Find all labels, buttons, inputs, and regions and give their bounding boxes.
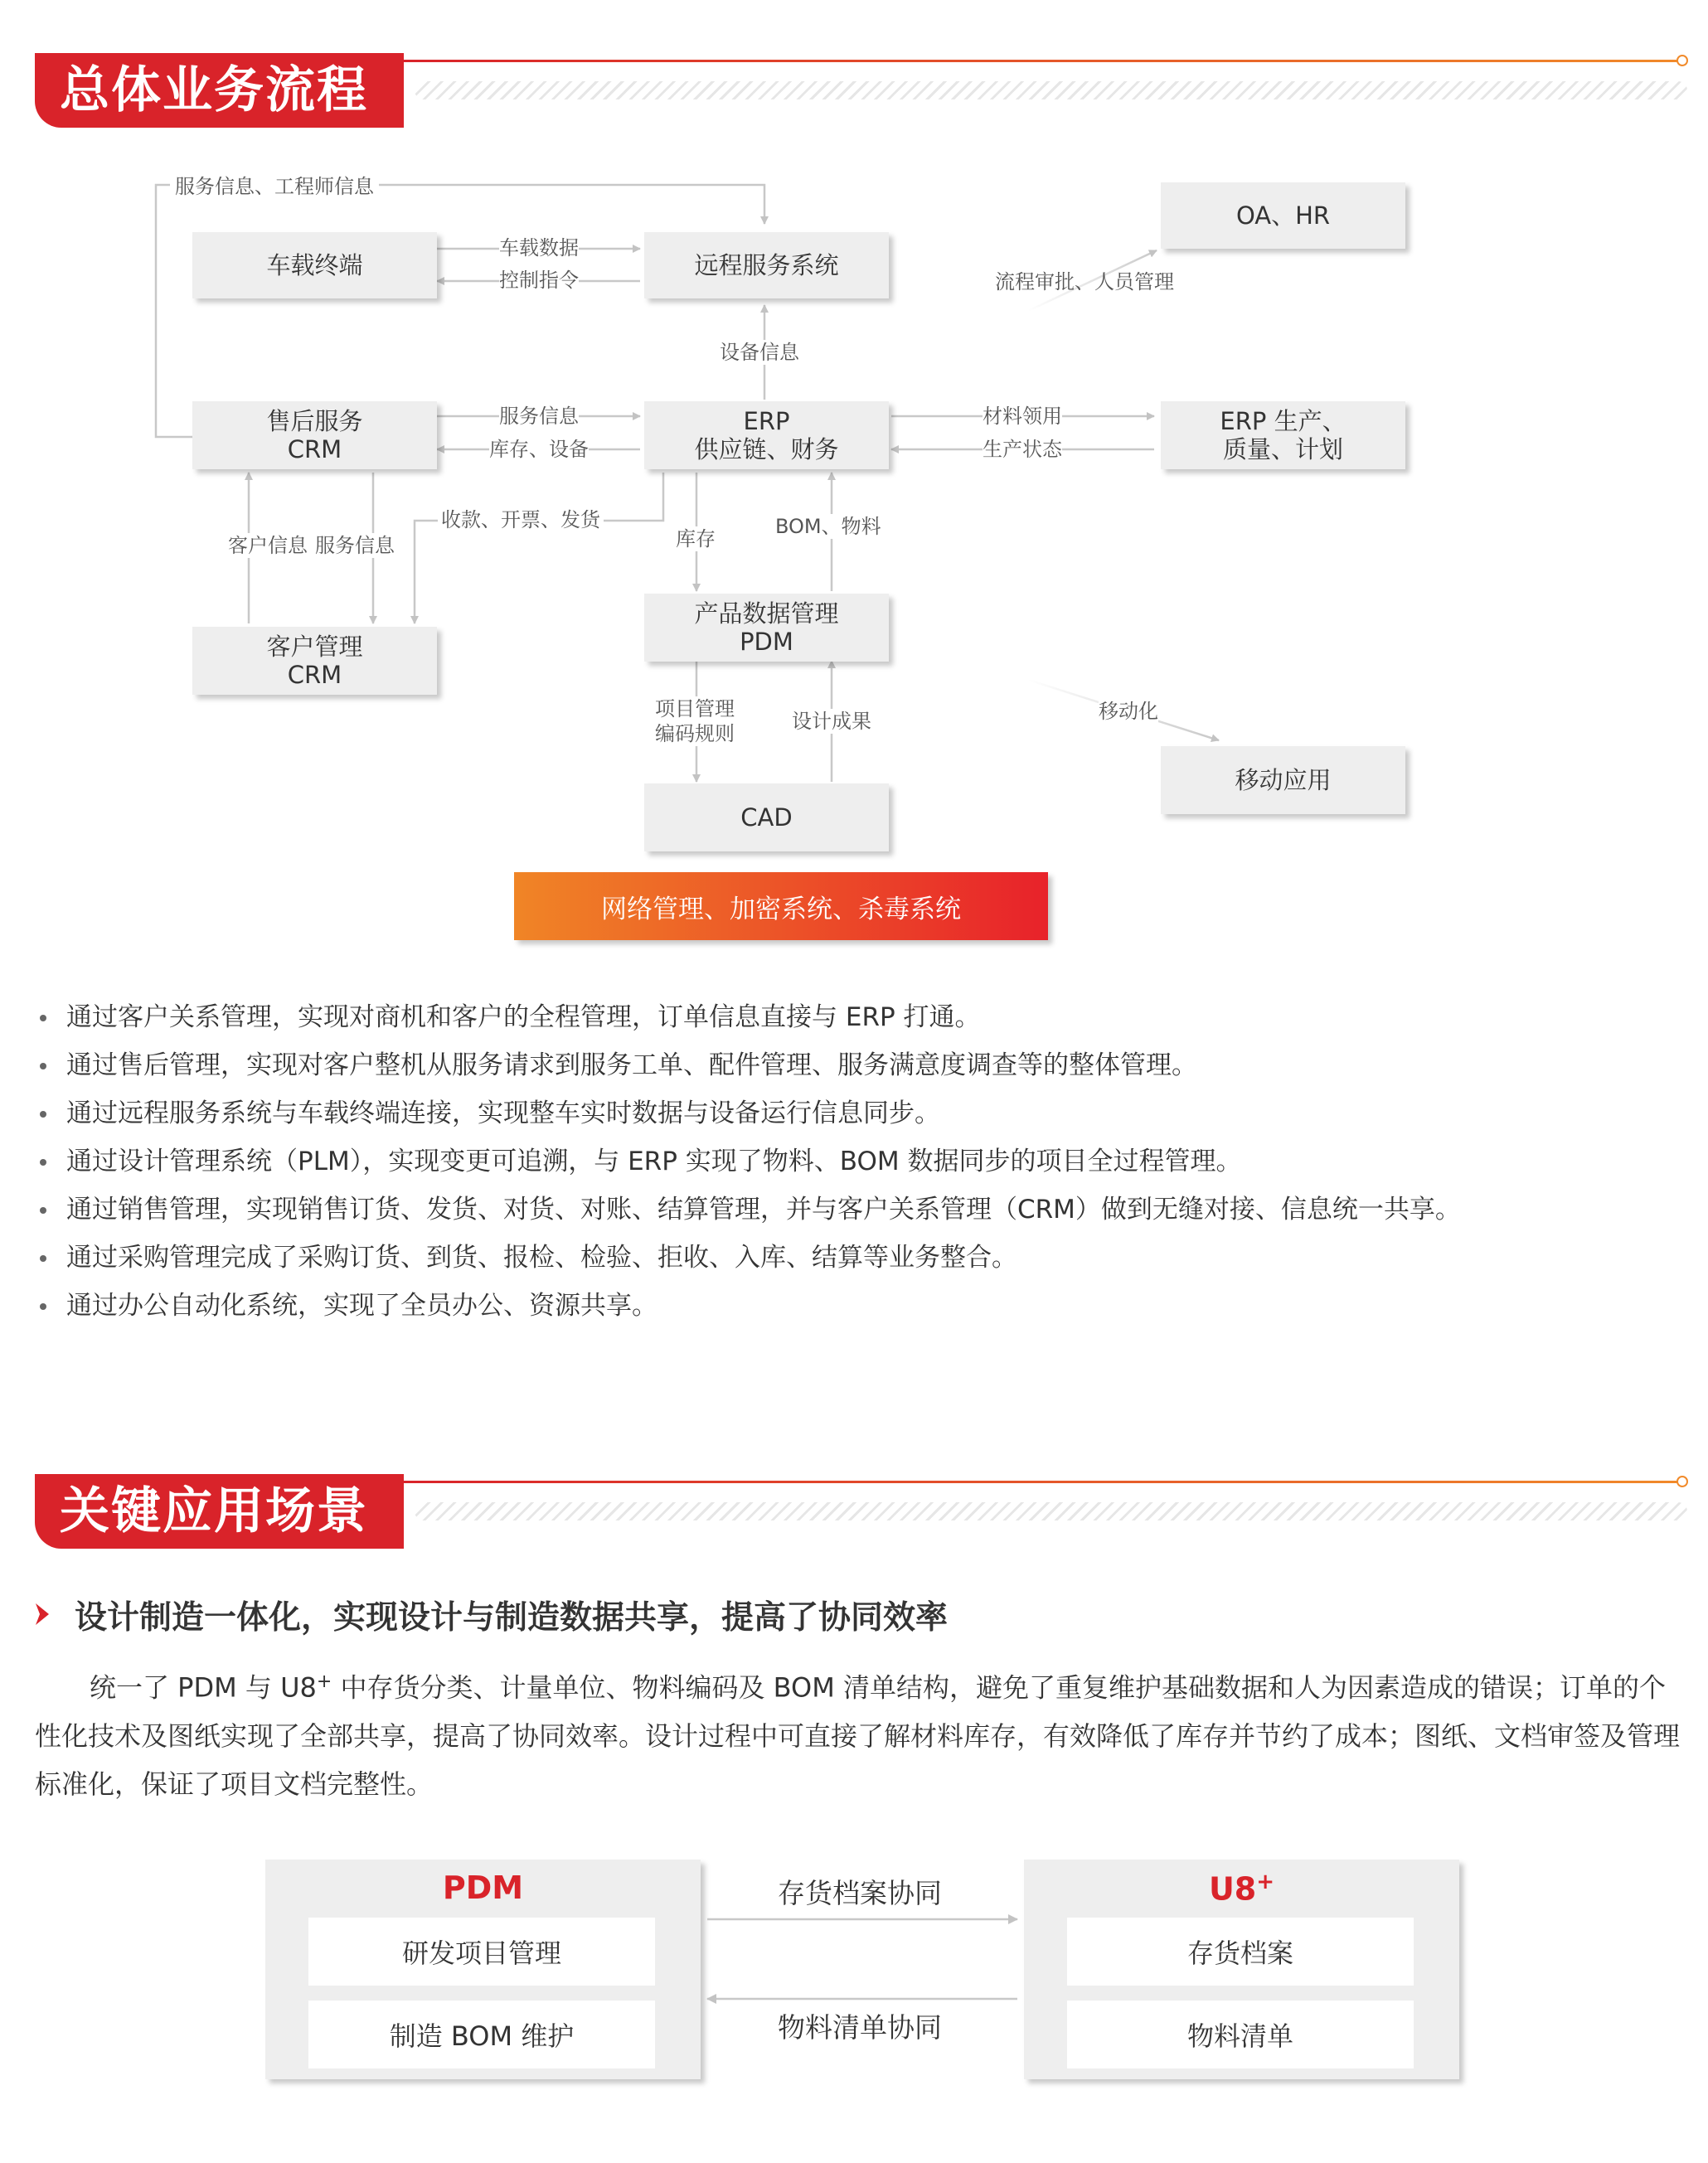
label-material-list-collab: 物料清单协同 <box>778 2011 942 2044</box>
label-mobilize: 移动化 <box>1099 700 1158 723</box>
label-process-hr: 流程审批、人员管理 <box>995 270 1174 293</box>
node-customer-crm: 客户管理 CRM <box>192 627 437 695</box>
paragraph-text-rest: 中存货分类、计量单位、物料编码及 BOM 清单结构，避免了重复维护基础数据和人为因素造成的错误；订单的个性化技术及图纸实现了全部共享，提高了协同效率。设计过程中可直接了解材料库存，有效降低了库存并节约了成本；图纸、文档审签及管理标准化，保证了项目文档完整性。 <box>35 1671 1681 1800</box>
label-control-command: 控制指令 <box>499 269 579 292</box>
security-systems-bar: 网络管理、加密系统、杀毒系统 <box>514 872 1048 940</box>
section-title: 关键应用场景 <box>35 1474 404 1549</box>
u8-title-text: U8 <box>1208 1870 1257 1908</box>
label-production-status: 生产状态 <box>983 438 1062 461</box>
label-design-result: 设计成果 <box>792 710 871 733</box>
list-item: 通过客户关系管理，实现对商机和客户的全程管理，订单信息直接与 ERP 打通。 <box>35 993 1685 1041</box>
label-service-info: 服务信息 <box>499 405 579 428</box>
node-remote-service: 远程服务系统 <box>644 232 889 298</box>
label-project-coding: 项目管理 编码规则 <box>655 697 735 745</box>
list-item: 通过采购管理完成了采购订货、到货、报检、检验、拒收、入库、结算等业务整合。 <box>35 1234 1685 1282</box>
header-rule <box>404 1481 1681 1483</box>
header-rule-dot <box>1676 1476 1688 1487</box>
label-device-info: 设备信息 <box>720 341 799 364</box>
scenario-paragraph <box>35 1658 1685 1808</box>
chevron-right-icon <box>33 1602 51 1627</box>
list-item: 通过办公自动化系统，实现了全员办公、资源共享。 <box>35 1282 1685 1330</box>
label-stock-device: 库存、设备 <box>489 438 589 461</box>
list-item: 通过销售管理，实现销售订货、发货、对货、对账、结算管理，并与客户关系管理（CRM）做到无缝对接、信息统一共享。 <box>35 1186 1685 1234</box>
section-title: 总体业务流程 <box>35 53 404 128</box>
label-stock: 库存 <box>676 527 716 550</box>
label-service-info-down: 服务信息 <box>315 534 395 557</box>
label-customer-info: 客户信息 <box>228 534 308 557</box>
node-cad: CAD <box>644 783 889 851</box>
u8-item-material-list: 物料清单 <box>1067 2001 1414 2068</box>
pdm-panel-title: PDM <box>442 1870 524 1906</box>
scenario-subtitle: 设计制造一体化，实现设计与制造数据共享，提高了协同效率 <box>75 1599 949 1637</box>
list-item: 通过远程服务系统与车载终端连接，实现整车实时数据与设备运行信息同步。 <box>35 1089 1685 1137</box>
feature-bullet-list <box>35 993 1685 1330</box>
u8-panel-title <box>1024 1870 1459 1908</box>
u8-panel <box>1024 1860 1459 2079</box>
node-erp-supply-finance: ERP 供应链、财务 <box>644 401 889 469</box>
node-vehicle-terminal: 车载终端 <box>192 232 437 298</box>
u8-item-inventory-archive: 存货档案 <box>1067 1918 1414 1986</box>
label-material-pick: 材料领用 <box>983 405 1062 428</box>
label-bom-material: BOM、物料 <box>775 515 881 538</box>
section-header-key-scenarios <box>0 1461 1708 1552</box>
label-receipt-invoice: 收款、开票、发货 <box>438 507 604 532</box>
node-pdm: 产品数据管理 PDM <box>644 594 889 662</box>
paragraph-text-start: 统一了 PDM 与 U8 <box>90 1671 317 1704</box>
label-inventory-collab: 存货档案协同 <box>778 1877 942 1909</box>
u8-title-superscript: + <box>1256 1870 1275 1894</box>
label-service-engineer: 服务信息、工程师信息 <box>170 174 379 199</box>
pdm-panel <box>265 1860 701 2079</box>
pdm-item-bom-maintenance: 制造 BOM 维护 <box>308 2001 655 2068</box>
node-mobile-app: 移动应用 <box>1161 746 1405 814</box>
node-oa-hr: OA、HR <box>1161 182 1405 249</box>
label-vehicle-data: 车载数据 <box>499 236 579 259</box>
pdm-item-rd-project: 研发项目管理 <box>308 1918 655 1986</box>
header-hatch-decoration <box>415 1502 1687 1520</box>
list-item: 通过设计管理系统（PLM），实现变更可追溯，与 ERP 实现了物料、BOM 数据同步的项目全过程管理。 <box>35 1137 1685 1186</box>
edge-receipt-invoice <box>415 473 663 623</box>
list-item: 通过售后管理，实现对客户整机从服务请求到服务工单、配件管理、服务满意度调查等的整体管理。 <box>35 1041 1685 1089</box>
node-erp-production: ERP 生产、 质量、计划 <box>1161 401 1405 469</box>
paragraph-superscript: + <box>316 1671 332 1692</box>
node-aftersales-crm: 售后服务 CRM <box>192 401 437 469</box>
edge-service-engineer <box>156 185 764 437</box>
